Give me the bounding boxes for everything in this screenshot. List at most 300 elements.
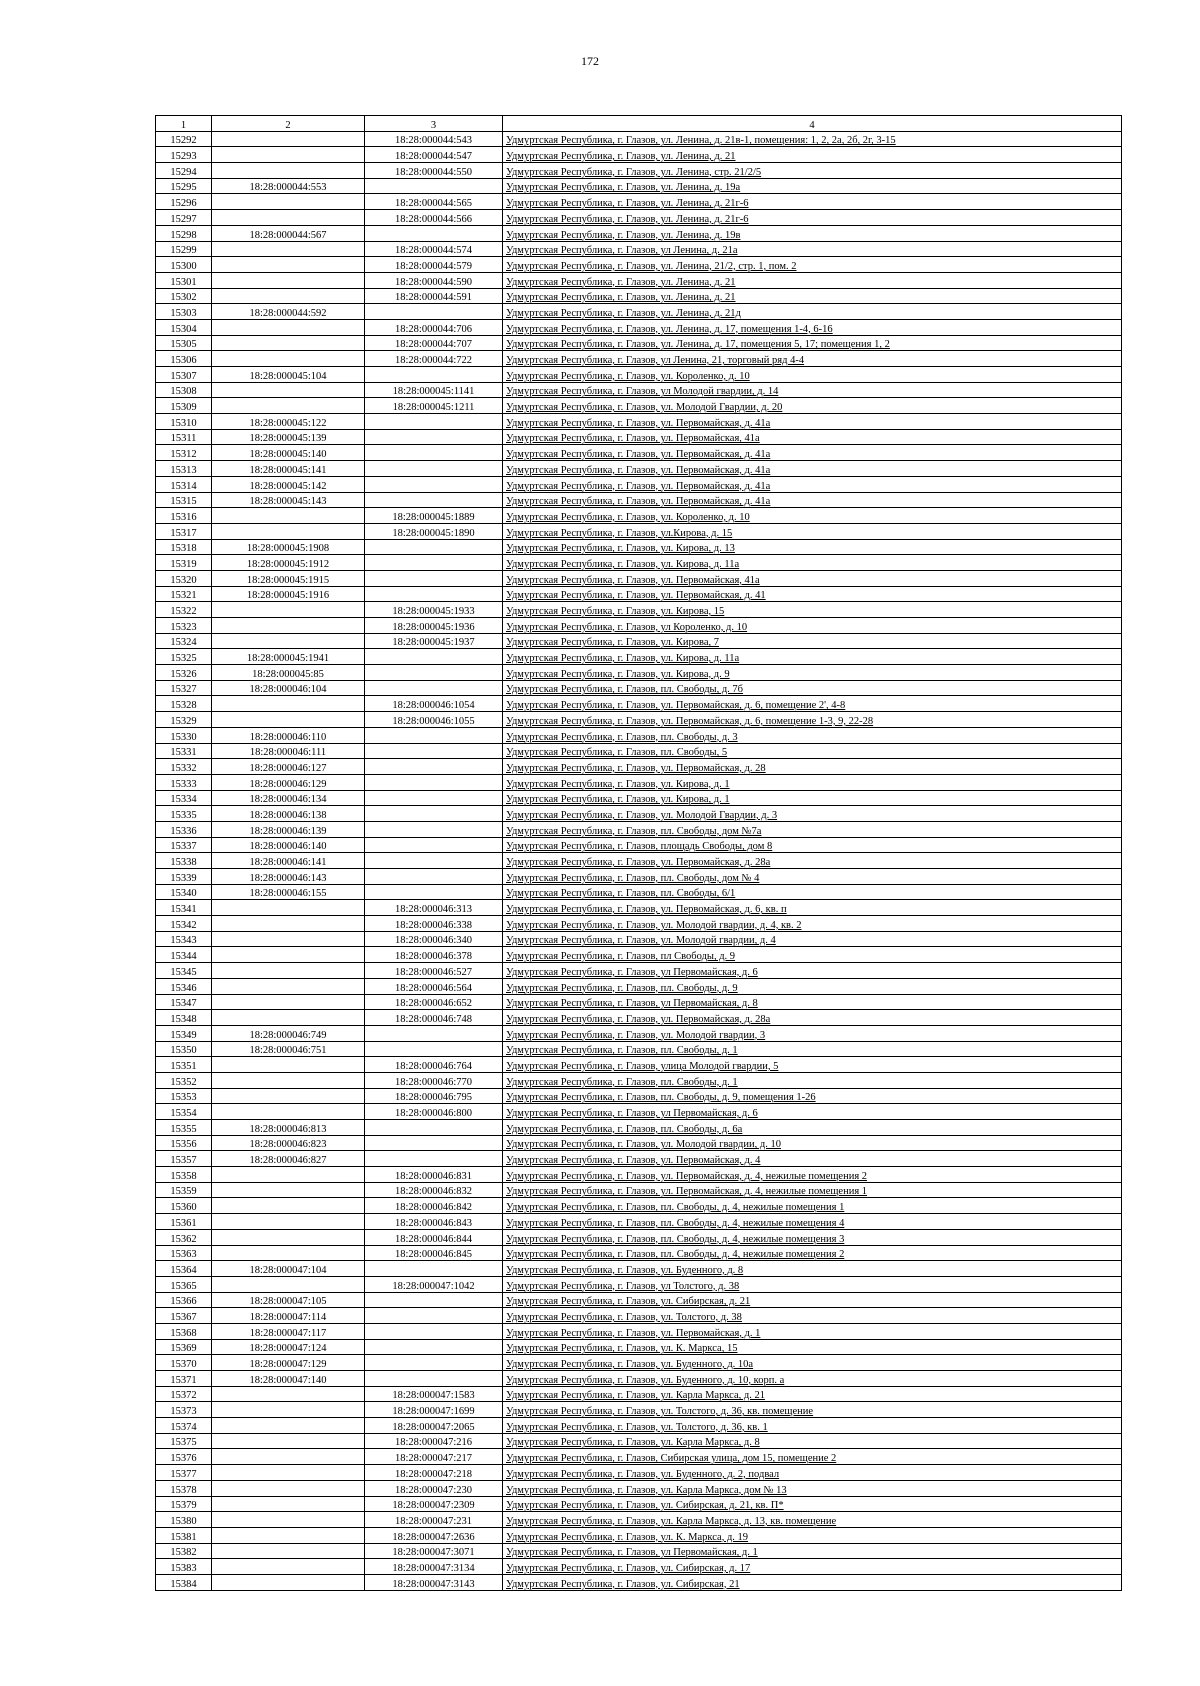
record-number-cell: 15349 xyxy=(156,1025,212,1041)
land-cadastral-number-cell xyxy=(212,1559,365,1575)
record-number-cell: 15363 xyxy=(156,1245,212,1261)
building-cadastral-number-cell xyxy=(365,586,503,602)
table-row xyxy=(156,288,1122,304)
record-number-cell: 15313 xyxy=(156,461,212,477)
table-row xyxy=(156,1543,1122,1559)
land-cadastral-number-cell xyxy=(212,916,365,932)
table-row xyxy=(156,1371,1122,1387)
building-cadastral-number-cell: 18:28:000046:800 xyxy=(365,1104,503,1120)
land-cadastral-number-cell: 18:28:000045:1908 xyxy=(212,539,365,555)
building-cadastral-number-cell: 18:28:000044:579 xyxy=(365,257,503,273)
table-row xyxy=(156,1480,1122,1496)
record-number-cell: 15293 xyxy=(156,147,212,163)
record-number-cell: 15350 xyxy=(156,1041,212,1057)
record-number-cell: 15308 xyxy=(156,382,212,398)
table-row xyxy=(156,429,1122,445)
land-cadastral-number-cell xyxy=(212,288,365,304)
address-cell: Удмуртская Республика, г. Глазов, ул. Первомайская, д. 6, кв. п xyxy=(503,900,1122,916)
address-cell: Удмуртская Республика, г. Глазов, ул Первомайская, д. 6 xyxy=(503,963,1122,979)
table-row xyxy=(156,210,1122,226)
building-cadastral-number-cell xyxy=(365,665,503,681)
land-cadastral-number-cell xyxy=(212,978,365,994)
land-cadastral-number-cell: 18:28:000045:139 xyxy=(212,429,365,445)
record-number-cell: 15353 xyxy=(156,1088,212,1104)
address-cell: Удмуртская Республика, г. Глазов, пл Свободы, д. 9 xyxy=(503,947,1122,963)
table-row xyxy=(156,790,1122,806)
building-cadastral-number-cell xyxy=(365,1323,503,1339)
address-cell: Удмуртская Республика, г. Глазов, ул. Ленина, д. 19в xyxy=(503,225,1122,241)
address-cell: Удмуртская Республика, г. Глазов, ул. Молодой гвардии, д. 4 xyxy=(503,931,1122,947)
land-cadastral-number-cell xyxy=(212,1245,365,1261)
land-cadastral-number-cell xyxy=(212,1449,365,1465)
address-cell: Удмуртская Республика, г. Глазов, пл. Свободы, дом № 4 xyxy=(503,869,1122,885)
address-cell: Удмуртская Республика, г. Глазов, ул. Ленина, д. 21д xyxy=(503,304,1122,320)
building-cadastral-number-cell xyxy=(365,1355,503,1371)
record-number-cell: 15360 xyxy=(156,1198,212,1214)
record-number-cell: 15358 xyxy=(156,1167,212,1183)
building-cadastral-number-cell: 18:28:000046:831 xyxy=(365,1167,503,1183)
land-cadastral-number-cell: 18:28:000046:134 xyxy=(212,790,365,806)
table-row xyxy=(156,476,1122,492)
land-cadastral-number-cell: 18:28:000044:553 xyxy=(212,178,365,194)
record-number-cell: 15314 xyxy=(156,476,212,492)
record-number-cell: 15356 xyxy=(156,1135,212,1151)
table-row xyxy=(156,618,1122,634)
record-number-cell: 15373 xyxy=(156,1402,212,1418)
address-cell: Удмуртская Республика, г. Глазов, ул. Ленина, д. 21в-1, помещения: 1, 2, 2а, 2б, 2г, 3-15 xyxy=(503,131,1122,147)
building-cadastral-number-cell: 18:28:000046:1055 xyxy=(365,712,503,728)
land-cadastral-number-cell: 18:28:000045:140 xyxy=(212,445,365,461)
table-row xyxy=(156,1418,1122,1434)
land-cadastral-number-cell: 18:28:000047:104 xyxy=(212,1261,365,1277)
record-number-cell: 15306 xyxy=(156,351,212,367)
address-cell: Удмуртская Республика, г. Глазов, ул. Кирова, д. 1 xyxy=(503,774,1122,790)
building-cadastral-number-cell: 18:28:000046:764 xyxy=(365,1057,503,1073)
land-cadastral-number-cell xyxy=(212,1104,365,1120)
table-row xyxy=(156,1010,1122,1026)
table-row xyxy=(156,1323,1122,1339)
building-cadastral-number-cell: 18:28:000044:706 xyxy=(365,319,503,335)
table-row xyxy=(156,414,1122,430)
land-cadastral-number-cell xyxy=(212,1574,365,1590)
land-cadastral-number-cell: 18:28:000045:1941 xyxy=(212,649,365,665)
land-cadastral-number-cell xyxy=(212,712,365,728)
building-cadastral-number-cell: 18:28:000047:231 xyxy=(365,1512,503,1528)
building-cadastral-number-cell: 18:28:000046:748 xyxy=(365,1010,503,1026)
address-cell: Удмуртская Республика, г. Глазов, ул. Молодой гвардии, д. 4, кв. 2 xyxy=(503,916,1122,932)
building-cadastral-number-cell: 18:28:000044:707 xyxy=(365,335,503,351)
record-number-cell: 15365 xyxy=(156,1276,212,1292)
building-cadastral-number-cell xyxy=(365,1371,503,1387)
building-cadastral-number-cell: 18:28:000045:1936 xyxy=(365,618,503,634)
record-number-cell: 15311 xyxy=(156,429,212,445)
table-row xyxy=(156,1527,1122,1543)
address-cell: Удмуртская Республика, г. Глазов, ул. Короленко, д. 10 xyxy=(503,367,1122,383)
table-row xyxy=(156,759,1122,775)
table-header-row xyxy=(156,116,1122,132)
land-cadastral-number-cell xyxy=(212,931,365,947)
land-cadastral-number-cell xyxy=(212,1543,365,1559)
building-cadastral-number-cell xyxy=(365,680,503,696)
land-cadastral-number-cell xyxy=(212,602,365,618)
land-cadastral-number-cell xyxy=(212,1465,365,1481)
table-row xyxy=(156,806,1122,822)
address-cell: Удмуртская Республика, г. Глазов, пл. Свободы, д. 6а xyxy=(503,1120,1122,1136)
address-cell: Удмуртская Республика, г. Глазов, ул. Молодой гвардии, д. 10 xyxy=(503,1135,1122,1151)
table-row xyxy=(156,696,1122,712)
address-cell: Удмуртская Республика, г. Глазов, ул. Первомайская, д. 4, нежилые помещения 1 xyxy=(503,1182,1122,1198)
address-cell: Удмуртская Республика, г. Глазов, Сибирская улица, дом 15, помещение 2 xyxy=(503,1449,1122,1465)
address-cell: Удмуртская Республика, г. Глазов, пл. Свободы, д. 1 xyxy=(503,1041,1122,1057)
land-cadastral-number-cell xyxy=(212,900,365,916)
land-cadastral-number-cell xyxy=(212,272,365,288)
building-cadastral-number-cell xyxy=(365,821,503,837)
table-row xyxy=(156,1261,1122,1277)
record-number-cell: 15316 xyxy=(156,508,212,524)
building-cadastral-number-cell xyxy=(365,1041,503,1057)
land-cadastral-number-cell: 18:28:000045:85 xyxy=(212,665,365,681)
land-cadastral-number-cell: 18:28:000046:138 xyxy=(212,806,365,822)
table-row xyxy=(156,1120,1122,1136)
address-cell: Удмуртская Республика, г. Глазов, ул. Первомайская, д. 28 xyxy=(503,759,1122,775)
record-number-cell: 15304 xyxy=(156,319,212,335)
table-row xyxy=(156,1182,1122,1198)
building-cadastral-number-cell xyxy=(365,178,503,194)
building-cadastral-number-cell xyxy=(365,492,503,508)
address-cell: Удмуртская Республика, г. Глазов, ул. Толстого, д. 36, кв. помещение xyxy=(503,1402,1122,1418)
address-cell: Удмуртская Республика, г. Глазов, ул. Первомайская, д. 41а xyxy=(503,414,1122,430)
land-cadastral-number-cell: 18:28:000046:139 xyxy=(212,821,365,837)
column-header-2: 2 xyxy=(212,116,365,132)
building-cadastral-number-cell: 18:28:000047:217 xyxy=(365,1449,503,1465)
land-cadastral-number-cell: 18:28:000047:129 xyxy=(212,1355,365,1371)
land-cadastral-number-cell: 18:28:000046:129 xyxy=(212,774,365,790)
address-cell: Удмуртская Республика, г. Глазов, ул. Первомайская, д. 28а xyxy=(503,1010,1122,1026)
record-number-cell: 15347 xyxy=(156,994,212,1010)
address-cell: Удмуртская Республика, г. Глазов, ул. Первомайская, д. 6, помещение 1-3, 9, 22-28 xyxy=(503,712,1122,728)
building-cadastral-number-cell xyxy=(365,743,503,759)
table-row xyxy=(156,994,1122,1010)
address-cell: Удмуртская Республика, г. Глазов, ул. Ленина, 21/2, стр. 1, пом. 2 xyxy=(503,257,1122,273)
building-cadastral-number-cell: 18:28:000047:2309 xyxy=(365,1496,503,1512)
address-cell: Удмуртская Республика, г. Глазов, ул. Карла Маркса, дом № 13 xyxy=(503,1480,1122,1496)
building-cadastral-number-cell: 18:28:000044:574 xyxy=(365,241,503,257)
table-row xyxy=(156,194,1122,210)
address-cell: Удмуртская Республика, г. Глазов, ул. Ленина, д. 21 xyxy=(503,147,1122,163)
land-cadastral-number-cell xyxy=(212,351,365,367)
record-number-cell: 15342 xyxy=(156,916,212,932)
table-row xyxy=(156,461,1122,477)
record-number-cell: 15335 xyxy=(156,806,212,822)
building-cadastral-number-cell: 18:28:000044:722 xyxy=(365,351,503,367)
building-cadastral-number-cell: 18:28:000046:842 xyxy=(365,1198,503,1214)
record-number-cell: 15379 xyxy=(156,1496,212,1512)
land-cadastral-number-cell: 18:28:000045:1915 xyxy=(212,570,365,586)
record-number-cell: 15382 xyxy=(156,1543,212,1559)
address-cell: Удмуртская Республика, г. Глазов, ул. Кирова, 7 xyxy=(503,633,1122,649)
address-cell: Удмуртская Республика, г. Глазов, ул. Молодой Гвардии, д. 3 xyxy=(503,806,1122,822)
building-cadastral-number-cell xyxy=(365,1135,503,1151)
table-row xyxy=(156,774,1122,790)
land-cadastral-number-cell: 18:28:000046:140 xyxy=(212,837,365,853)
land-cadastral-number-cell xyxy=(212,1512,365,1528)
building-cadastral-number-cell: 18:28:000047:2636 xyxy=(365,1527,503,1543)
land-cadastral-number-cell xyxy=(212,1480,365,1496)
land-cadastral-number-cell xyxy=(212,523,365,539)
record-number-cell: 15337 xyxy=(156,837,212,853)
record-number-cell: 15383 xyxy=(156,1559,212,1575)
record-number-cell: 15380 xyxy=(156,1512,212,1528)
record-number-cell: 15295 xyxy=(156,178,212,194)
building-cadastral-number-cell xyxy=(365,461,503,477)
building-cadastral-number-cell: 18:28:000044:565 xyxy=(365,194,503,210)
table-row xyxy=(156,131,1122,147)
record-number-cell: 15317 xyxy=(156,523,212,539)
record-number-cell: 15300 xyxy=(156,257,212,273)
record-number-cell: 15296 xyxy=(156,194,212,210)
record-number-cell: 15339 xyxy=(156,869,212,885)
building-cadastral-number-cell xyxy=(365,774,503,790)
record-number-cell: 15378 xyxy=(156,1480,212,1496)
record-number-cell: 15292 xyxy=(156,131,212,147)
address-cell: Удмуртская Республика, г. Глазов, ул. Ленина, д. 21г-6 xyxy=(503,210,1122,226)
table-row xyxy=(156,163,1122,179)
record-number-cell: 15305 xyxy=(156,335,212,351)
address-cell: Удмуртская Республика, г. Глазов, ул. Первомайская, 41а xyxy=(503,429,1122,445)
land-cadastral-number-cell: 18:28:000046:155 xyxy=(212,884,365,900)
building-cadastral-number-cell: 18:28:000046:845 xyxy=(365,1245,503,1261)
table-row xyxy=(156,1041,1122,1057)
building-cadastral-number-cell xyxy=(365,649,503,665)
record-number-cell: 15326 xyxy=(156,665,212,681)
building-cadastral-number-cell xyxy=(365,570,503,586)
land-cadastral-number-cell xyxy=(212,1433,365,1449)
record-number-cell: 15352 xyxy=(156,1072,212,1088)
table-row xyxy=(156,1449,1122,1465)
building-cadastral-number-cell xyxy=(365,1261,503,1277)
land-cadastral-number-cell: 18:28:000046:813 xyxy=(212,1120,365,1136)
table-row xyxy=(156,1574,1122,1590)
address-cell: Удмуртская Республика, г. Глазов, ул. Буденного, д. 10а xyxy=(503,1355,1122,1371)
address-cell: Удмуртская Республика, г. Глазов, ул. Кирова, д. 1 xyxy=(503,790,1122,806)
table-row xyxy=(156,665,1122,681)
land-cadastral-number-cell xyxy=(212,1229,365,1245)
table-row xyxy=(156,1104,1122,1120)
address-cell: Удмуртская Республика, г. Глазов, ул. Сибирская, 21 xyxy=(503,1574,1122,1590)
record-number-cell: 15321 xyxy=(156,586,212,602)
record-number-cell: 15346 xyxy=(156,978,212,994)
table-row xyxy=(156,398,1122,414)
building-cadastral-number-cell: 18:28:000047:218 xyxy=(365,1465,503,1481)
address-cell: Удмуртская Республика, г. Глазов, ул. Кирова, д. 11а xyxy=(503,649,1122,665)
land-cadastral-number-cell: 18:28:000046:827 xyxy=(212,1151,365,1167)
table-row xyxy=(156,272,1122,288)
record-number-cell: 15375 xyxy=(156,1433,212,1449)
record-number-cell: 15324 xyxy=(156,633,212,649)
table-row xyxy=(156,335,1122,351)
address-cell: Удмуртская Республика, г. Глазов, пл. Свободы, д. 7б xyxy=(503,680,1122,696)
table-row xyxy=(156,1402,1122,1418)
address-cell: Удмуртская Республика, г. Глазов, ул Ленина, д. 21а xyxy=(503,241,1122,257)
building-cadastral-number-cell: 18:28:000045:1890 xyxy=(365,523,503,539)
address-cell: Удмуртская Республика, г. Глазов, ул Молодой гвардии, д. 14 xyxy=(503,382,1122,398)
building-cadastral-number-cell: 18:28:000045:1933 xyxy=(365,602,503,618)
record-number-cell: 15376 xyxy=(156,1449,212,1465)
address-cell: Удмуртская Республика, г. Глазов, ул. Ленина, д. 21 xyxy=(503,288,1122,304)
land-cadastral-number-cell: 18:28:000046:749 xyxy=(212,1025,365,1041)
record-number-cell: 15332 xyxy=(156,759,212,775)
record-number-cell: 15381 xyxy=(156,1527,212,1543)
record-number-cell: 15330 xyxy=(156,727,212,743)
land-cadastral-number-cell xyxy=(212,994,365,1010)
address-cell: Удмуртская Республика, г. Глазов, ул. Сибирская, д. 17 xyxy=(503,1559,1122,1575)
address-cell: Удмуртская Республика, г. Глазов, ул. Первомайская, д. 6, помещение 2', 4-8 xyxy=(503,696,1122,712)
building-cadastral-number-cell: 18:28:000046:338 xyxy=(365,916,503,932)
building-cadastral-number-cell: 18:28:000046:795 xyxy=(365,1088,503,1104)
record-number-cell: 15334 xyxy=(156,790,212,806)
record-number-cell: 15367 xyxy=(156,1308,212,1324)
record-number-cell: 15328 xyxy=(156,696,212,712)
building-cadastral-number-cell: 18:28:000044:547 xyxy=(365,147,503,163)
land-cadastral-number-cell xyxy=(212,1276,365,1292)
building-cadastral-number-cell: 18:28:000044:543 xyxy=(365,131,503,147)
table-row xyxy=(156,1088,1122,1104)
address-cell: Удмуртская Республика, г. Глазов, ул. К. Маркса, д. 19 xyxy=(503,1527,1122,1543)
table-row xyxy=(156,1198,1122,1214)
table-row xyxy=(156,1512,1122,1528)
address-cell: Удмуртская Республика, г. Глазов, ул. Первомайская, д. 4 xyxy=(503,1151,1122,1167)
record-number-cell: 15310 xyxy=(156,414,212,430)
record-number-cell: 15329 xyxy=(156,712,212,728)
address-cell: Удмуртская Республика, г. Глазов, пл. Свободы, 5 xyxy=(503,743,1122,759)
building-cadastral-number-cell xyxy=(365,1120,503,1136)
table-row xyxy=(156,821,1122,837)
record-number-cell: 15298 xyxy=(156,225,212,241)
land-cadastral-number-cell: 18:28:000045:1916 xyxy=(212,586,365,602)
land-cadastral-number-cell: 18:28:000045:142 xyxy=(212,476,365,492)
address-cell: Удмуртская Республика, г. Глазов, ул. Первомайская, д. 1 xyxy=(503,1323,1122,1339)
table-row xyxy=(156,523,1122,539)
address-cell: Удмуртская Республика, г. Глазов, ул. Кирова, д. 13 xyxy=(503,539,1122,555)
table-row xyxy=(156,602,1122,618)
land-cadastral-number-cell: 18:28:000045:143 xyxy=(212,492,365,508)
address-cell: Удмуртская Республика, г. Глазов, пл. Свободы, д. 4, нежилые помещения 1 xyxy=(503,1198,1122,1214)
land-cadastral-number-cell xyxy=(212,210,365,226)
table-row xyxy=(156,1465,1122,1481)
land-cadastral-number-cell xyxy=(212,335,365,351)
land-cadastral-number-cell xyxy=(212,257,365,273)
table-row xyxy=(156,241,1122,257)
table-row xyxy=(156,1214,1122,1230)
building-cadastral-number-cell xyxy=(365,790,503,806)
table-row xyxy=(156,1559,1122,1575)
building-cadastral-number-cell: 18:28:000044:566 xyxy=(365,210,503,226)
table-row xyxy=(156,178,1122,194)
record-number-cell: 15370 xyxy=(156,1355,212,1371)
table-row xyxy=(156,1072,1122,1088)
record-number-cell: 15323 xyxy=(156,618,212,634)
address-cell: Удмуртская Республика, г. Глазов, ул. Первомайская, д. 41а xyxy=(503,445,1122,461)
land-cadastral-number-cell xyxy=(212,319,365,335)
table-row xyxy=(156,492,1122,508)
record-number-cell: 15299 xyxy=(156,241,212,257)
table-row xyxy=(156,445,1122,461)
address-cell: Удмуртская Республика, г. Глазов, ул Короленко, д. 10 xyxy=(503,618,1122,634)
record-number-cell: 15336 xyxy=(156,821,212,837)
land-cadastral-number-cell xyxy=(212,1214,365,1230)
land-cadastral-number-cell xyxy=(212,1386,365,1402)
table-row xyxy=(156,539,1122,555)
record-number-cell: 15303 xyxy=(156,304,212,320)
land-cadastral-number-cell xyxy=(212,1088,365,1104)
land-cadastral-number-cell xyxy=(212,633,365,649)
building-cadastral-number-cell xyxy=(365,1339,503,1355)
address-cell: Удмуртская Республика, г. Глазов, ул. Буденного, д. 2, подвал xyxy=(503,1465,1122,1481)
record-number-cell: 15338 xyxy=(156,853,212,869)
record-number-cell: 15371 xyxy=(156,1371,212,1387)
land-cadastral-number-cell xyxy=(212,1182,365,1198)
building-cadastral-number-cell: 18:28:000046:1054 xyxy=(365,696,503,712)
land-cadastral-number-cell: 18:28:000044:592 xyxy=(212,304,365,320)
column-header-4: 4 xyxy=(503,116,1122,132)
table-row xyxy=(156,712,1122,728)
land-cadastral-number-cell: 18:28:000045:104 xyxy=(212,367,365,383)
property-registry-table xyxy=(155,115,1122,1591)
building-cadastral-number-cell: 18:28:000046:652 xyxy=(365,994,503,1010)
record-number-cell: 15325 xyxy=(156,649,212,665)
table-row xyxy=(156,743,1122,759)
address-cell: Удмуртская Республика, г. Глазов, ул. Карла Маркса, д. 21 xyxy=(503,1386,1122,1402)
record-number-cell: 15307 xyxy=(156,367,212,383)
building-cadastral-number-cell: 18:28:000046:843 xyxy=(365,1214,503,1230)
building-cadastral-number-cell xyxy=(365,853,503,869)
land-cadastral-number-cell: 18:28:000046:110 xyxy=(212,727,365,743)
building-cadastral-number-cell: 18:28:000046:564 xyxy=(365,978,503,994)
building-cadastral-number-cell xyxy=(365,1025,503,1041)
record-number-cell: 15372 xyxy=(156,1386,212,1402)
land-cadastral-number-cell: 18:28:000045:122 xyxy=(212,414,365,430)
record-number-cell: 15384 xyxy=(156,1574,212,1590)
table-row xyxy=(156,508,1122,524)
address-cell: Удмуртская Республика, г. Глазов, ул. Карла Маркса, д. 13, кв. помещение xyxy=(503,1512,1122,1528)
address-cell: Удмуртская Республика, г. Глазов, ул. Сибирская, д. 21 xyxy=(503,1292,1122,1308)
address-cell: Удмуртская Республика, г. Глазов, ул. Первомайская, д. 41а xyxy=(503,461,1122,477)
address-cell: Удмуртская Республика, г. Глазов, ул. Первомайская, д. 41 xyxy=(503,586,1122,602)
land-cadastral-number-cell: 18:28:000044:567 xyxy=(212,225,365,241)
land-cadastral-number-cell xyxy=(212,1402,365,1418)
address-cell: Удмуртская Республика, г. Глазов, улица Молодой гвардии, 5 xyxy=(503,1057,1122,1073)
land-cadastral-number-cell xyxy=(212,398,365,414)
table-row xyxy=(156,633,1122,649)
table-row xyxy=(156,351,1122,367)
table-row xyxy=(156,225,1122,241)
table-row xyxy=(156,947,1122,963)
record-number-cell: 15331 xyxy=(156,743,212,759)
table-row xyxy=(156,586,1122,602)
building-cadastral-number-cell: 18:28:000045:1889 xyxy=(365,508,503,524)
record-number-cell: 15377 xyxy=(156,1465,212,1481)
table-row xyxy=(156,1433,1122,1449)
table-row xyxy=(156,319,1122,335)
building-cadastral-number-cell xyxy=(365,869,503,885)
address-cell: Удмуртская Республика, г. Глазов, ул. Кирова, д. 9 xyxy=(503,665,1122,681)
land-cadastral-number-cell xyxy=(212,1418,365,1434)
land-cadastral-number-cell: 18:28:000046:127 xyxy=(212,759,365,775)
land-cadastral-number-cell xyxy=(212,618,365,634)
building-cadastral-number-cell xyxy=(365,555,503,571)
record-number-cell: 15364 xyxy=(156,1261,212,1277)
land-cadastral-number-cell xyxy=(212,1072,365,1088)
